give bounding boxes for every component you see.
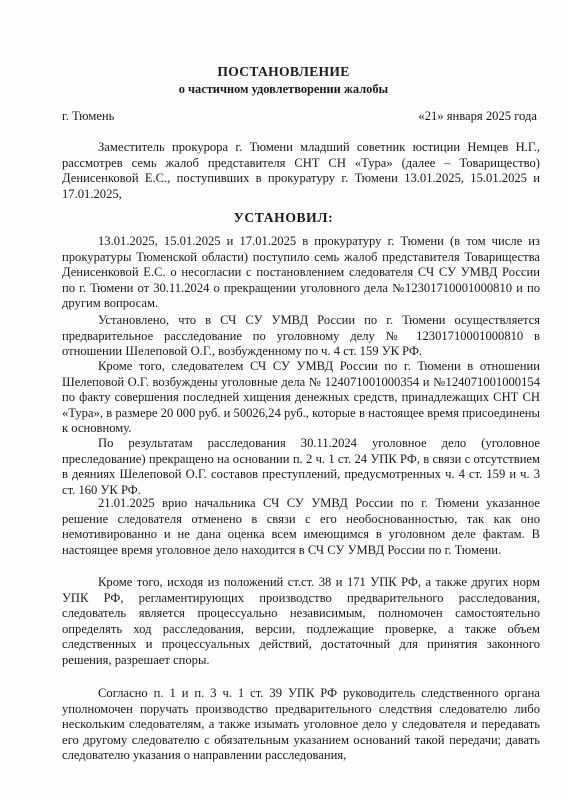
section-heading: УСТАНОВИЛ: [233,210,334,225]
paragraph-6: Кроме того, исходя из положений ст.ст. 38 и 171 УПК РФ, а также других норм УПК РФ, регламентирующих производство предварительного расследования, следователь является процессуально независимым, полномочен самостоятельно определять ход расследования, версии, подлежащие проверке, а также объем следственных и процессуальных действий, достаточный для принятия законного решения, разрешает споры. [62,575,540,667]
paragraph-4: По результатам расследования 30.11.2024 уголовное дело (уголовное преследование) прекращено на основании п. 2 ч. 1 ст. 24 УПК РФ, в связи с отсутствием в деяниях Шелеповой О.Г. составов преступлений, предусмотренных ч. 4 ст. 159 и ч. 3 ст. 160 УК РФ. [62,436,540,497]
document-title: ПОСТАНОВЛЕНИЕ [217,64,350,79]
paragraph-5: 21.01.2025 врио начальника СЧ СУ УМВД России по г. Тюмени указанное решение следователя отменено в связи с его необоснованностью, так как оно немотивированно и не дана оценка всем имеющимся в уголовном деле фактам. В настоящее время уголовное дело находится в СЧ СУ УМВД России по г. Тюмени. [62,496,540,557]
intro-paragraph: Заместитель прокурора г. Тюмени младший советник юстиции Немцев Н.Г., рассмотрев семь жалоб представителя СНТ СН «Тура» (далее – Товарищество) Денисенковой Е.С., поступивших в прокуратуру г. Тюмени 13.01.2025, 15.01.2025 и 17.01.2025, [62,140,540,201]
paragraph-1: 13.01.2025, 15.01.2025 и 17.01.2025 в прокуратуру г. Тюмени (в том числе из прокуратуры Тюменской области) поступило семь жалоб представителя Товарищества Денисенковой Е.С. о несогласии с постановлением следователя СЧ СУ УМВД России по г. Тюмени от 30.11.2024 о прекращении уголовного дела №12301710001000810 и по другим вопросам. [62,234,540,311]
paragraph-7: Согласно п. 1 и п. 3 ч. 1 ст. 39 УПК РФ руководитель следственного органа уполномочен поручать производство предварительного следствия следователю либо нескольким следователям, а также изымать уголовное дело у следователя и передавать его другому следователю с обязательным указанием оснований такой передачи; давать следователю указания о направлении расследования, [62,686,540,763]
paragraph-2: Установлено, что в СЧ СУ УМВД России по г. Тюмени осуществляется предварительное расследование по уголовному делу № 12301710001000810 в отношении Шелеповой О.Г., возбужденному по ч. 4 ст. 159 УК РФ. [62,313,540,359]
document-city: г. Тюмень [62,109,115,123]
document-date: «21» января 2025 года [418,109,537,123]
document-subtitle: о частичном удовлетворении жалобы [178,82,389,96]
paragraph-3: Кроме того, следователем СЧ СУ УМВД России по г. Тюмени в отношении Шелеповой О.Г. возбуждены уголовные дела № 124071001000354 и №124071001000154 по факту совершения последней хищения денежных средств, принадлежащих СНТ СН «Тура», в размере 20 000 руб. и 50026,24 руб., которые в настоящее время присоединены к основному. [62,359,540,436]
